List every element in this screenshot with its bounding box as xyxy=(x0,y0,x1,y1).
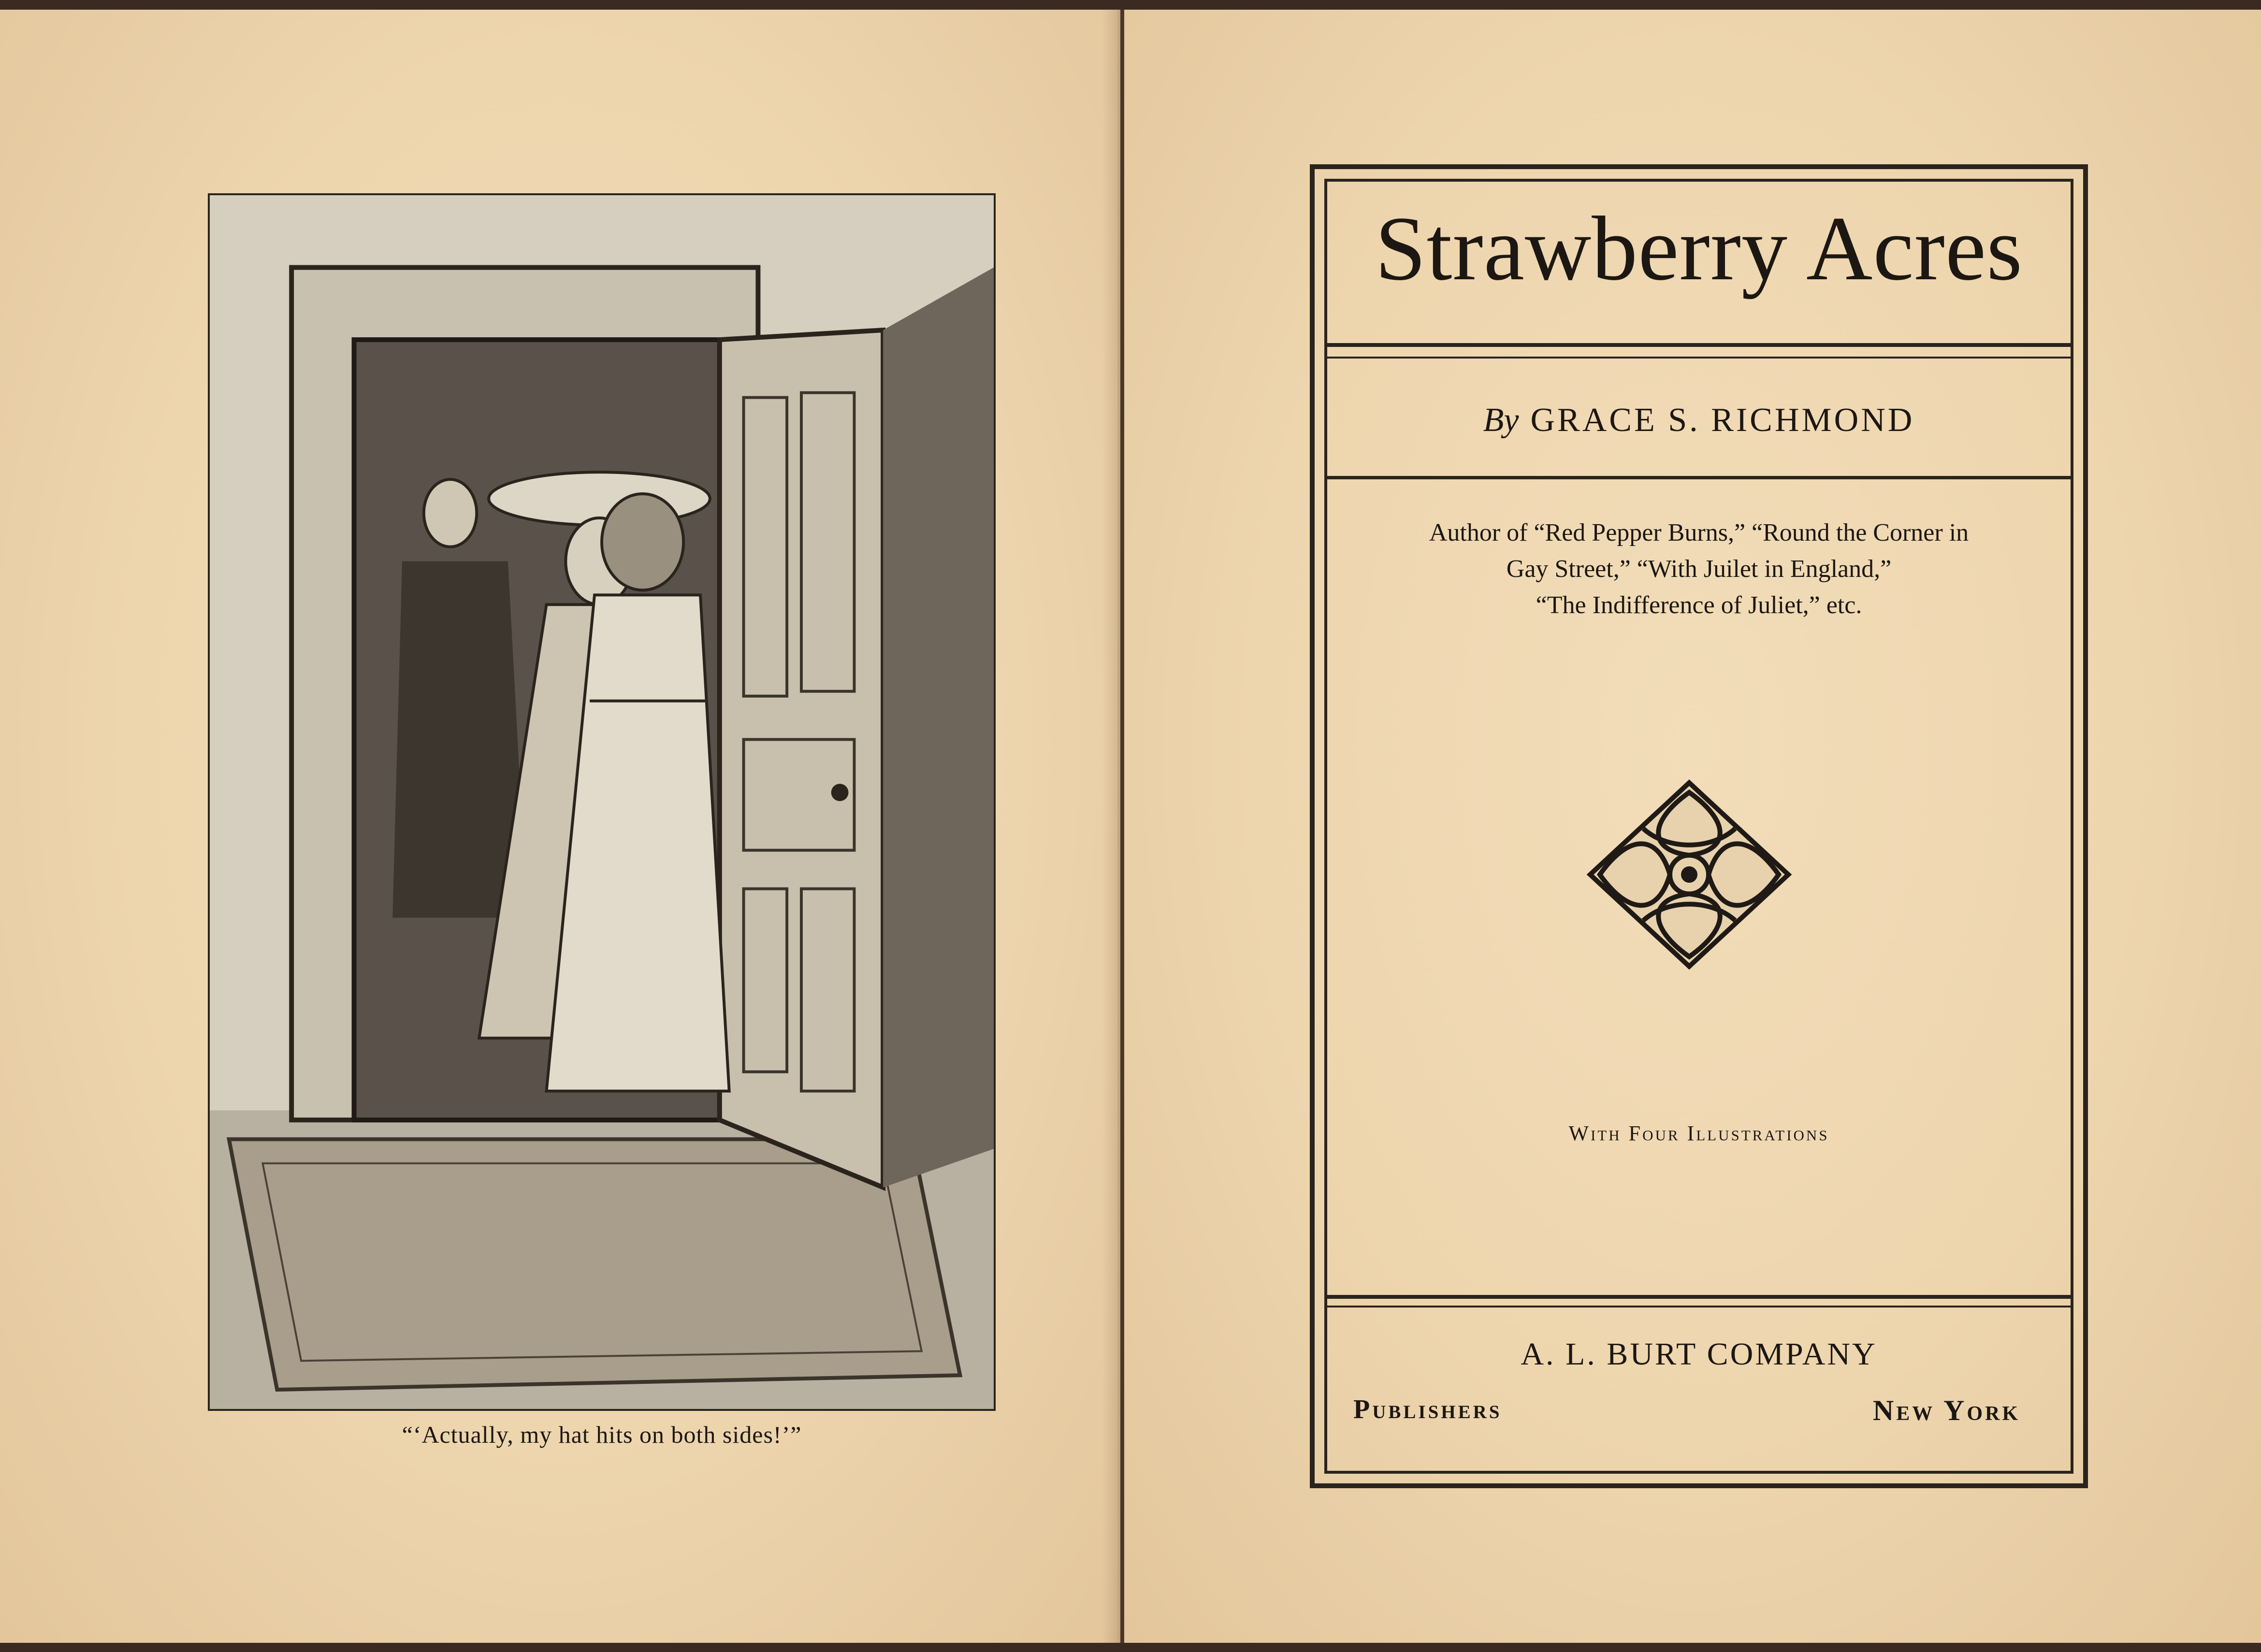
illustrations-note: With Four Illustrations xyxy=(1568,1121,1829,1145)
title-rule-bottom xyxy=(1327,357,2071,359)
other-works-line: Gay Street,” “With Juilet in England,” xyxy=(1506,555,1892,583)
publisher-rule-bottom xyxy=(1327,1306,2071,1307)
other-works-line: Author of “Red Pepper Burns,” “Round the Corner in xyxy=(1429,519,1969,546)
frontispiece-caption: “‘Actually, my hat hits on both sides!’” xyxy=(402,1421,802,1448)
book-title: Strawberry Acres xyxy=(1375,198,2023,300)
celtic-knot-ornament-icon xyxy=(1585,778,1793,971)
publisher-name: A. L. BURT COMPANY xyxy=(1521,1336,1877,1372)
frontispiece-illustration xyxy=(208,193,996,1411)
other-works-line: “The Indifference of Juliet,” etc. xyxy=(1536,591,1862,619)
title-rule-top xyxy=(1327,343,2071,347)
publisher-city: New York xyxy=(1872,1394,2020,1426)
publisher-rule-top xyxy=(1327,1295,2071,1299)
byline xyxy=(1327,401,2071,440)
byline-by: By xyxy=(1483,402,1519,439)
author-rule xyxy=(1327,476,2071,479)
other-works xyxy=(1353,515,2044,623)
publisher-label: Publishers xyxy=(1353,1394,1502,1424)
author-name: GRACE S. RICHMOND xyxy=(1530,402,1915,439)
